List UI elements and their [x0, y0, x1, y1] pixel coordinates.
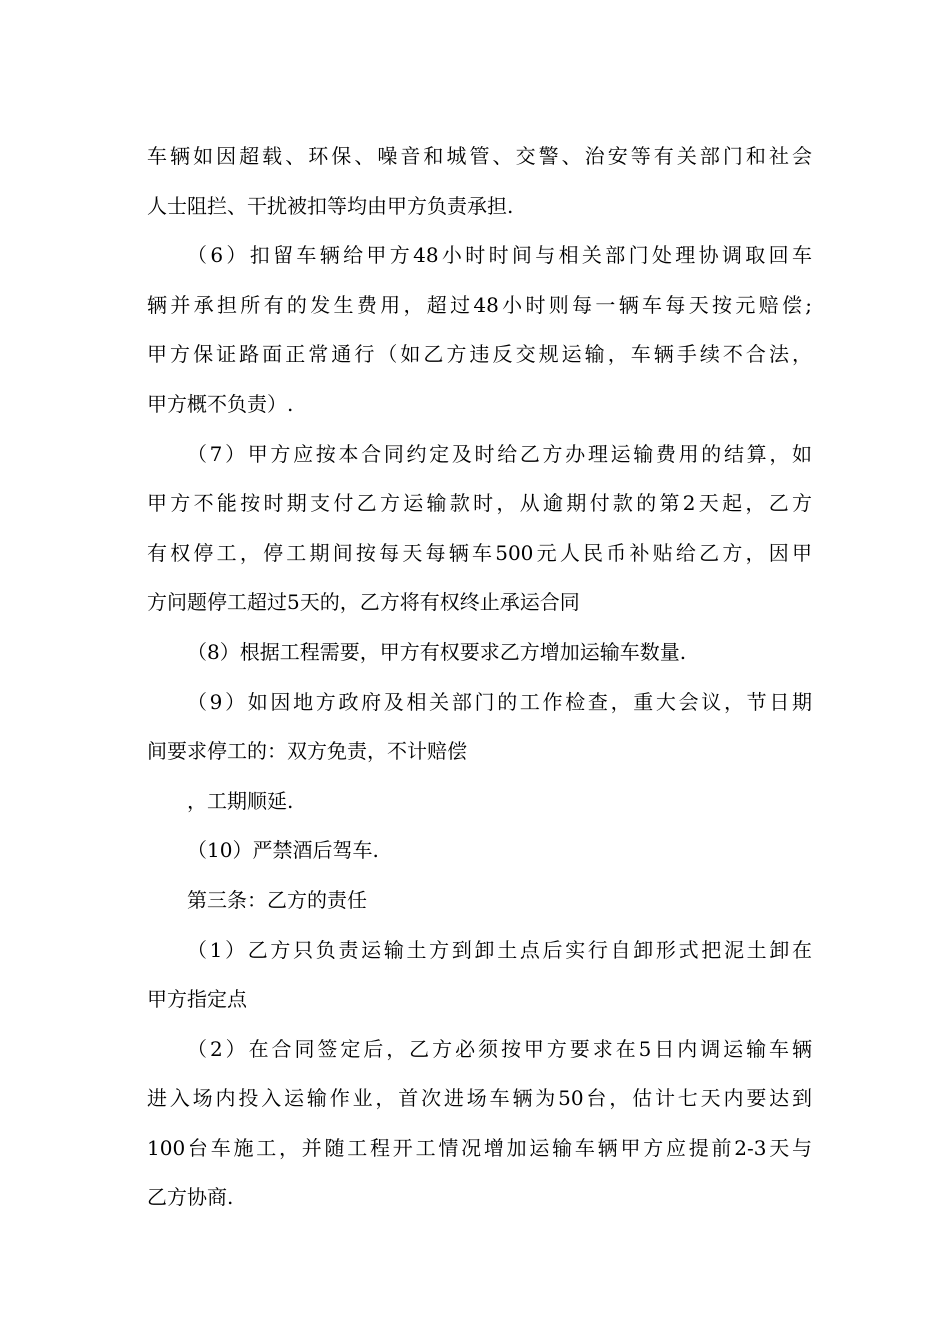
text-line: ，工期顺延.: [187, 788, 294, 813]
text-line: （10）严禁酒后驾车.: [187, 838, 379, 863]
text-line: 甲方概不负责）.: [147, 391, 294, 416]
section-heading: 第三条：乙方的责任: [187, 887, 367, 912]
text-line: 间要求停工的：双方免责，不计赔偿: [147, 739, 467, 764]
text-line: 车辆如因超载、环保、噪音和城管、交警、治安等有关部门和社会: [147, 144, 812, 168]
text-line: 人士阻拦、干扰被扣等均由甲方负责承担.: [147, 193, 514, 218]
text-line: （8）根据工程需要，甲方有权要求乙方增加运输车数量.: [187, 639, 687, 664]
text-line: 有权停工，停工期间按每天每辆车500元人民币补贴给乙方，因甲: [147, 540, 812, 565]
text-line: 100台车施工，并随工程开工情况增加运输车辆甲方应提前2-3天与: [147, 1135, 812, 1160]
text-line: 甲方不能按时期支付乙方运输款时，从逾期付款的第2天起，乙方: [147, 491, 812, 516]
text-line: 乙方协商.: [147, 1185, 234, 1210]
text-line: （9）如因地方政府及相关部门的工作检查，重大会议，节日期: [187, 689, 812, 714]
text-line: （7）甲方应按本合同约定及时给乙方办理运输费用的结算，如: [187, 441, 812, 466]
document-body: [147, 132, 812, 1223]
text-line: （1）乙方只负责运输土方到卸土点后实行自卸形式把泥土卸在: [187, 937, 812, 962]
text-line: 甲方指定点: [147, 987, 247, 1012]
text-line: （6）扣留车辆给甲方48小时时间与相关部门处理协调取回车: [187, 243, 812, 268]
text-line: 方问题停工超过5天的，乙方将有权终止承运合同: [147, 590, 580, 615]
text-line: 甲方保证路面正常通行（如乙方违反交规运输，车辆手续不合法，: [147, 342, 812, 367]
text-line: 进入场内投入运输作业，首次进场车辆为50台，估计七天内要达到: [147, 1086, 812, 1111]
text-line: （2）在合同签定后，乙方必须按甲方要求在5日内调运输车辆: [187, 1036, 812, 1061]
text-line: 辆并承担所有的发生费用，超过48小时则每一辆车每天按元赔偿;: [147, 292, 812, 317]
